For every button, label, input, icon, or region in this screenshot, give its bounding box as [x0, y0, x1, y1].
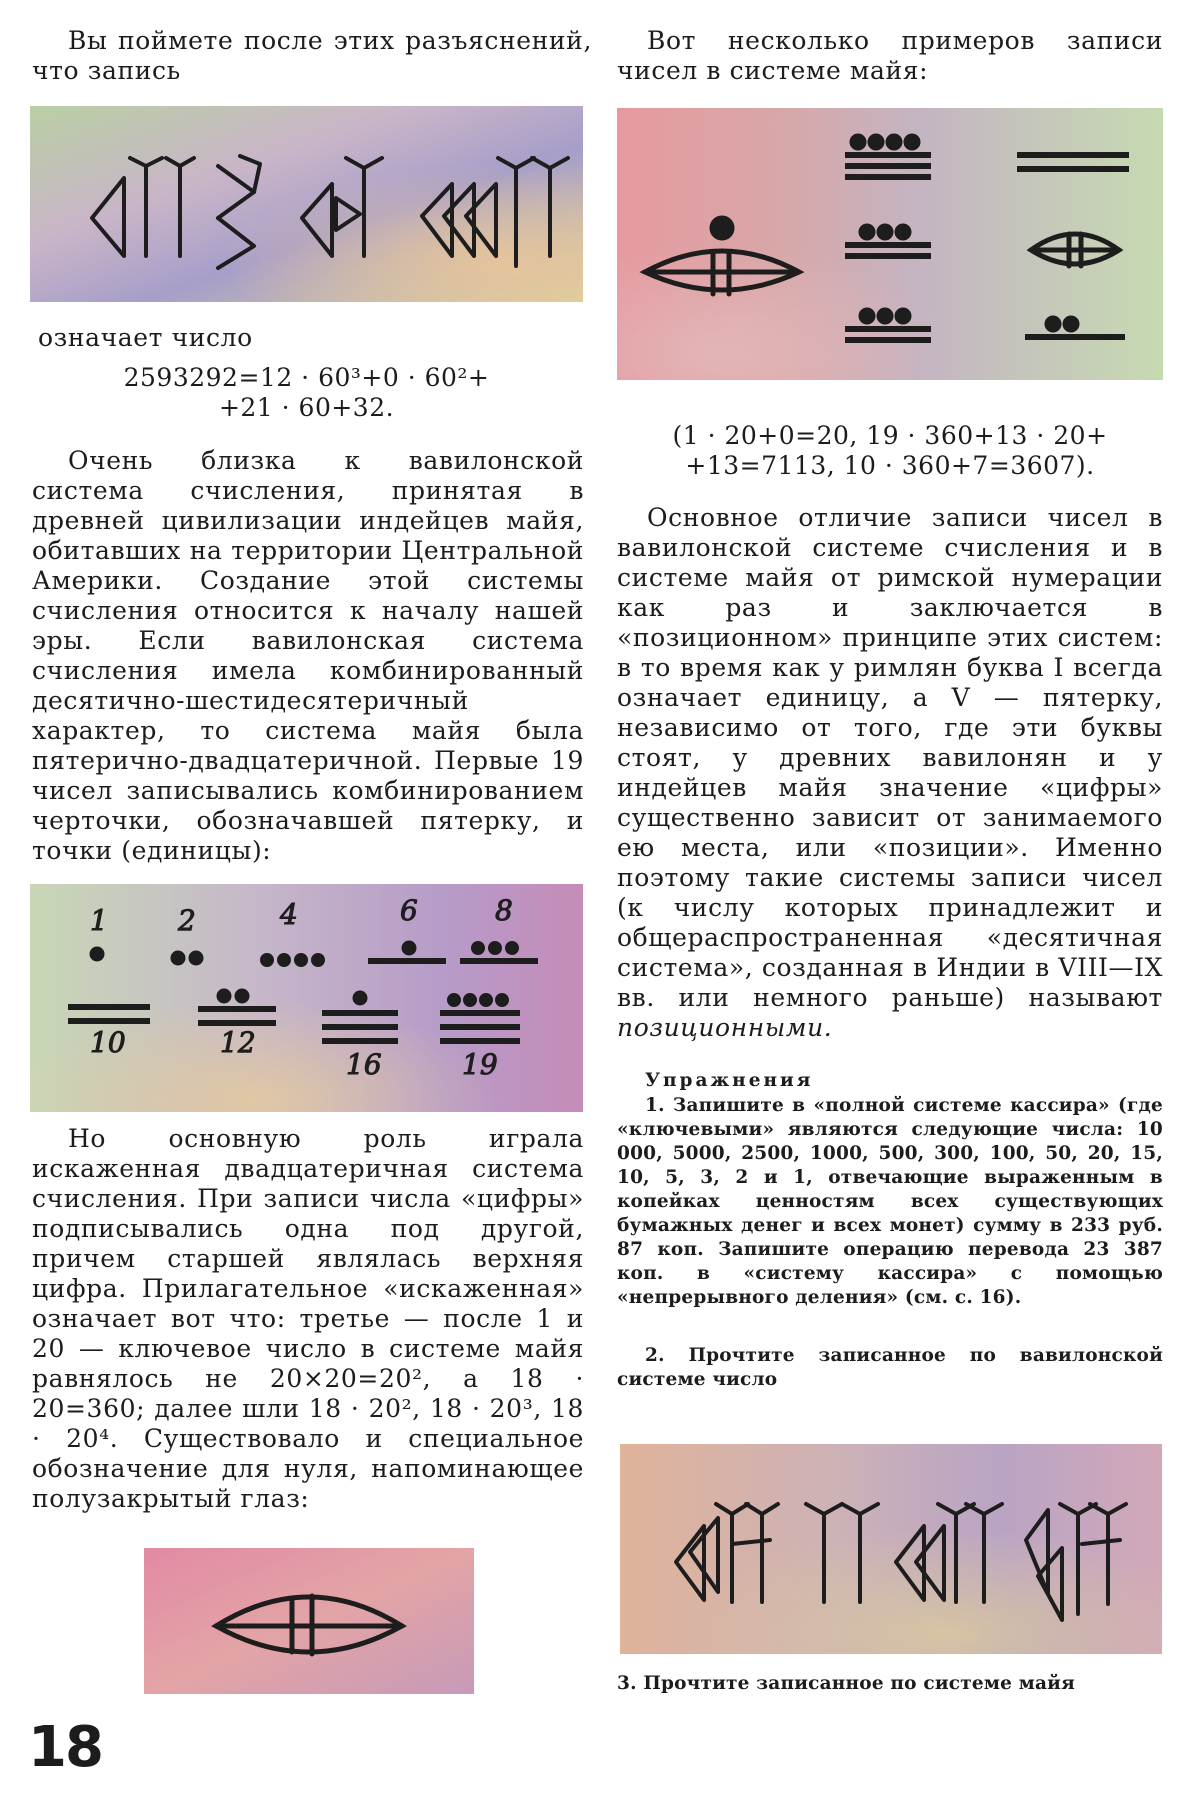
digit-label: 16 — [346, 1048, 382, 1081]
babylonian-exercise-panel — [620, 1444, 1162, 1654]
intro-paragraph: Вы поймете после этих разъяснений, что запись — [32, 26, 592, 85]
digit-label: 6 — [400, 894, 418, 927]
mayan-examples-panel — [617, 108, 1163, 380]
digit-label: 4 — [280, 898, 298, 931]
exercise-1: 1. Запишите в «полной системе кассира» (где «ключевыми» являются следующие числа: 10 000, 5000, 2500, 1000, 500, 300, 100, 50, 20, 15, 10, 5, 3, 2 и 1, отвечающие выраженным в копейках ценностям всех существующих бумажных денег и всех монет) сумму в 233 руб. 87 коп. Запишите операцию перевода 23 387 коп. в «систему кассира» с помощью «непрерывного деления» (см. с. 16). — [617, 1095, 1163, 1308]
exercise-3: 3. Прочтите записанное по системе майя — [617, 1673, 1075, 1694]
mayan-digits-panel — [30, 884, 583, 1112]
positional-text: Основное отличие записи чисел в вавилонской системе счисления и в системе майя от римской нумерации как раз и заключается в «позиционном» принципе этих систем: в то время как у римлян буква I всегда означает единицу, а V — пятерку, независимо от того, где эти буквы стоят, у древних вавилонян и у индейцев майя значение «цифры» существенно зависит от занимаемого ею места, или «позиции». Именно поэтому такие системы записи чисел (к числу которых принадлежит и общераспространенная «десятичная система», созданная в Индии в VIII—IX вв. или немного раньше) называют — [617, 503, 1163, 1012]
exercises-heading: Упражнения — [645, 1070, 814, 1091]
vigesimal-paragraph: Но основную роль играла искаженная двадцатеричная система счисления. При записи числа «цифры» подписывались одна под другой, причем старшей являлась верхняя цифра. Прилагательное «искаженная» означает вот что: третье — после 1 и 20 — ключевое число в системе майя равнялось не 20×20=20², а 18 · 20=360; далее шли 18 · 20², 18 · 20³, 18 · 20⁴. Существовало и специальное обозначение для нуля, напоминающее полузакрытый глаз: — [32, 1124, 584, 1513]
examples-line-1: (1 · 20+0=20, 19 · 360+13 · 20+ — [672, 421, 1108, 450]
positional-paragraph — [617, 503, 1163, 1043]
babylonian-number-panel — [30, 106, 583, 302]
digit-label: 8 — [495, 894, 513, 927]
examples-intro: Вот несколько примеров записи чисел в системе майя: — [617, 26, 1163, 85]
digit-label: 1 — [90, 904, 108, 937]
means-number-text: означает число — [38, 323, 253, 352]
page-number: 18 — [28, 1715, 102, 1780]
mayan-system-paragraph: Очень близка к вавилонской системa счисления, принятая в древней цивилизации индейцев майя, обитавших на территории Центральной Америки. Создание этой системы счисления относится к началу нашей эры. Если вавилонская система счисления имела комбинированный десятично-шестидесятеричный характер, то система майя была пятерично-двадцатеричной. Первые 19 чисел записывались комбинированием черточки, обозначавшей пятерку, и точки (единицы): — [32, 446, 584, 865]
examples-line-2: +13=7113, 10 · 360+7=3607). — [685, 451, 1095, 480]
exercise-2: 2. Прочтите записанное по вавилонской системе число — [617, 1345, 1163, 1390]
digit-label: 10 — [90, 1026, 126, 1059]
positional-term: позиционными. — [617, 1013, 833, 1042]
formula-line-1: 2593292=12 · 60³+0 · 60²+ — [123, 363, 490, 392]
formula-line-2: +21 · 60+32. — [218, 393, 395, 422]
digit-label: 19 — [462, 1048, 498, 1081]
digit-label: 2 — [178, 904, 196, 937]
digit-label: 12 — [220, 1026, 256, 1059]
mayan-zero-panel — [144, 1548, 474, 1694]
